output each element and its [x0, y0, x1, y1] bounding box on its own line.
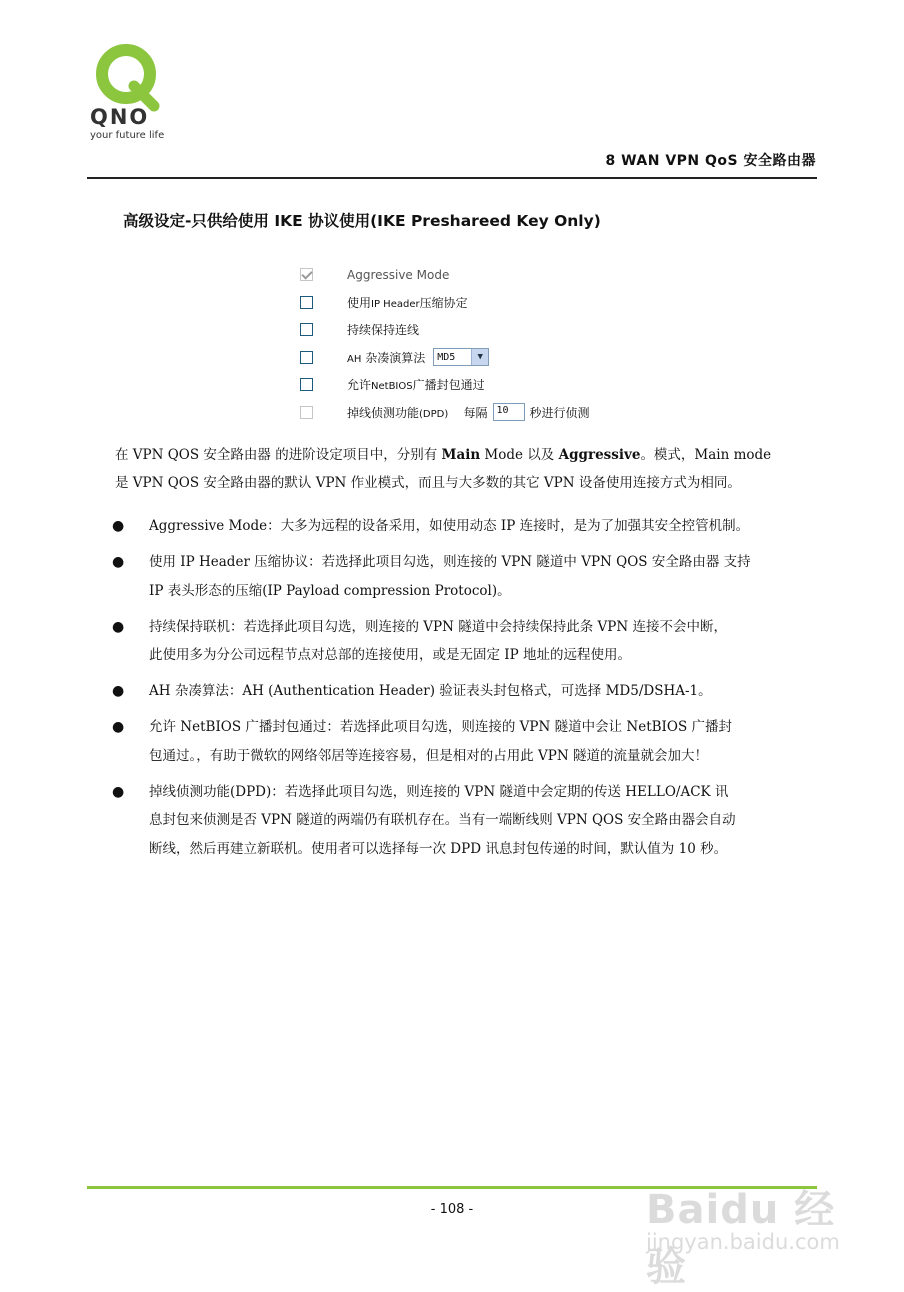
netbios-label: 允许NetBIOS广播封包通过: [347, 378, 485, 393]
watermark-sub: jingyan.baidu.com: [646, 1230, 840, 1254]
page-number: - 108 -: [430, 1202, 474, 1217]
dpd-suffix-label: 秒进行侦测: [529, 405, 590, 420]
intro-line-2: 是 VPN QOS 安全路由器的默认 VPN 作业模式，而且与大多数的其它 VPN 设备使用连接方式为相同。: [115, 475, 741, 491]
section-title: 高级设定-只供给使用 IKE 协议使用(IKE Preshareed Key Only): [123, 212, 601, 230]
list-item: ● 允许 NetBIOS 广播封包通过：若选择此项目勾选，则连接的 VPN 隧道中会让 NetBIOS 广播封 包通过。，有助于微软的网络邻居等连接容易，但是相对的占用此 VPN 隧道的流量就会加大！: [112, 713, 802, 770]
ah-checkbox[interactable]: [300, 351, 313, 364]
ah-algorithm-select[interactable]: MD5 ▼: [433, 348, 489, 366]
dpd-label: 掉线侦测功能(DPD) 每隔: [347, 405, 488, 420]
advanced-settings-panel: [298, 261, 628, 426]
option-ip-header: [298, 289, 628, 317]
list-item: ● 掉线侦测功能(DPD)：若选择此项目勾选，则连接的 VPN 隧道中会定期的传送 HELLO/ACK 讯 息封包来侦测是否 VPN 隧道的两端仍有联机存在。当有一端断线则 VPN QOS 安全路由器会自动 断线，然后再建立新联机。使用者可以选择每一次 DPD 讯息封包传递的时间，默认值为 10 秒。: [112, 778, 802, 864]
netbios-checkbox[interactable]: [300, 378, 313, 391]
bullet-icon: ●: [112, 618, 125, 635]
aggressive-mode-checkbox[interactable]: [300, 268, 313, 281]
ah-label: AH 杂凑演算法: [347, 350, 426, 365]
list-item: ● 使用 IP Header 压缩协议：若选择此项目勾选，则连接的 VPN 隧道中 VPN QOS 安全路由器 支持 IP 表头形态的压缩(IP Payload compression Protocol)。: [112, 548, 802, 605]
option-aggressive-mode: [298, 261, 628, 289]
aggressive-mode-label: Aggressive Mode: [347, 267, 450, 282]
option-keep-alive: [298, 316, 628, 344]
list-item: ● Aggressive Mode：大多为远程的设备采用，如使用动态 IP 连接时，是为了加强其安全控管机制。: [112, 512, 802, 541]
chevron-down-icon: ▼: [471, 349, 488, 365]
intro-paragraph: [115, 441, 805, 497]
ip-header-label: 使用IP Header压缩协定: [347, 295, 468, 310]
keep-alive-checkbox[interactable]: [300, 323, 313, 336]
keep-alive-label: 持续保持连线: [347, 323, 420, 338]
bullet-icon: ●: [112, 719, 125, 735]
dpd-interval-input[interactable]: 10: [493, 403, 525, 421]
logo-tagline: your future life: [90, 130, 165, 141]
baidu-watermark: [646, 1160, 856, 1290]
option-netbios: [298, 371, 628, 399]
bullet-icon: ●: [112, 683, 125, 699]
bullet-icon: ●: [112, 783, 125, 800]
feature-bullet-list: [112, 512, 802, 871]
ip-header-checkbox[interactable]: [300, 296, 313, 309]
header-title: 8 WAN VPN QoS 安全路由器: [605, 153, 816, 169]
intro-line-1: 在 VPN QOS 安全路由器 的进阶设定项目中，分别有 Main Mode 以及 Aggressive。模式，Main mode: [115, 447, 772, 463]
bullet-icon: ●: [112, 554, 125, 570]
watermark-main: Baidu 经验: [646, 1187, 836, 1290]
list-item: ● AH 杂凑算法：AH (Authentication Header) 验证表头封包格式，可选择 MD5/DSHA-1。: [112, 677, 802, 706]
bullet-icon: ●: [112, 518, 125, 534]
option-dpd: [298, 399, 628, 427]
company-logo: [90, 42, 170, 142]
dpd-checkbox[interactable]: [300, 406, 313, 419]
list-item: ● 持续保持联机：若选择此项目勾选，则连接的 VPN 隧道中会持续保持此条 VPN 连接不会中断， 此使用多为分公司远程节点对总部的连接使用，或是无固定 IP 地址的远程使用。: [112, 613, 802, 670]
option-ah: [298, 344, 628, 372]
header-divider: [87, 177, 817, 179]
logo-letters: QNO: [90, 105, 150, 129]
